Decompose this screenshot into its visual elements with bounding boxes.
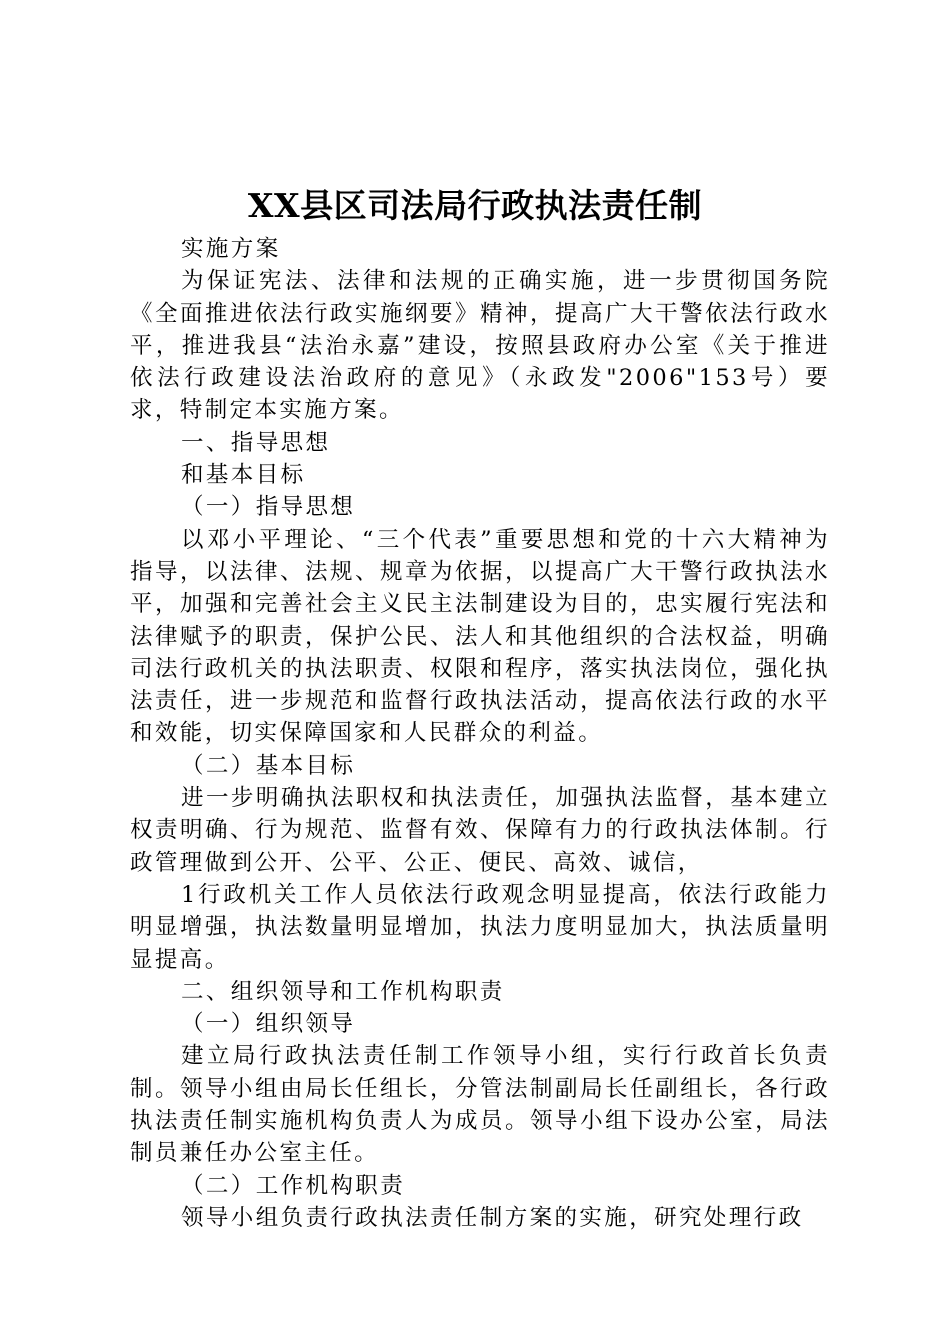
section-heading-1-cont: 和基本目标	[181, 462, 306, 489]
subsection-heading-1-2: （二）基本目标	[181, 752, 356, 779]
paragraph-goal-item-1: 1行政机关工作人员依法行政观念明显提高，依法行政能力明显增强，执法数量明显增加，执法力度明显加大，执法质量明显提高。	[130, 881, 830, 973]
paragraph-basic-goal: 进一步明确执法职权和执法责任，加强执法监督，基本建立权责明确、行为规范、监督有效、保障有力的行政执法体制。行政管理做到公开、公平、公正、便民、高效、诚信，	[130, 785, 830, 876]
section-heading-1: 一、指导思想	[181, 429, 331, 456]
paragraph-organization: 建立局行政执法责任制工作领导小组，实行行政首长负责制。领导小组由局长任组长，分管法制副局长任副组长，各行政执法责任制实施机构负责人为成员。领导小组下设办公室，局法制员兼任办公室主任。	[130, 1043, 830, 1167]
document-body	[130, 233, 830, 1234]
paragraph-intro: 为保证宪法、法律和法规的正确实施，进一步贯彻国务院《全面推进依法行政实施纲要》精神，提高广大干警依法行政水平，推进我县“法治永嘉”建设，按照县政府办公室《关于推进依法行政建设法治政府的意见》（永政发"2006"153号）要求，特制定本实施方案。	[130, 268, 830, 424]
paragraph-guiding-thought: 以邓小平理论、“三个代表”重要思想和党的十六大精神为指导，以法律、法规、规章为依据，以提高广大干警行政执法水平，加强和完善社会主义民主法制建设为目的，忠实履行宪法和法律赋予的职责，保护公民、法人和其他组织的合法权益，明确司法行政机关的执法职责、权限和程序，落实执法岗位，强化执法责任，进一步规范和监督行政执法活动，提高依法行政的水平和效能，切实保障国家和人民群众的利益。	[130, 526, 830, 747]
document-title: XX县区司法局行政执法责任制	[247, 186, 703, 225]
paragraph-duties: 领导小组负责行政执法责任制方案的实施，研究处理行政	[181, 1204, 804, 1231]
paragraph-subtitle: 实施方案	[181, 236, 281, 262]
subsection-heading-2-1: （一）组织领导	[181, 1011, 356, 1038]
subsection-heading-1-1: （一）指导思想	[181, 494, 356, 521]
subsection-heading-2-2: （二）工作机构职责	[181, 1172, 406, 1199]
section-heading-2: 二、组织领导和工作机构职责	[181, 978, 505, 1005]
